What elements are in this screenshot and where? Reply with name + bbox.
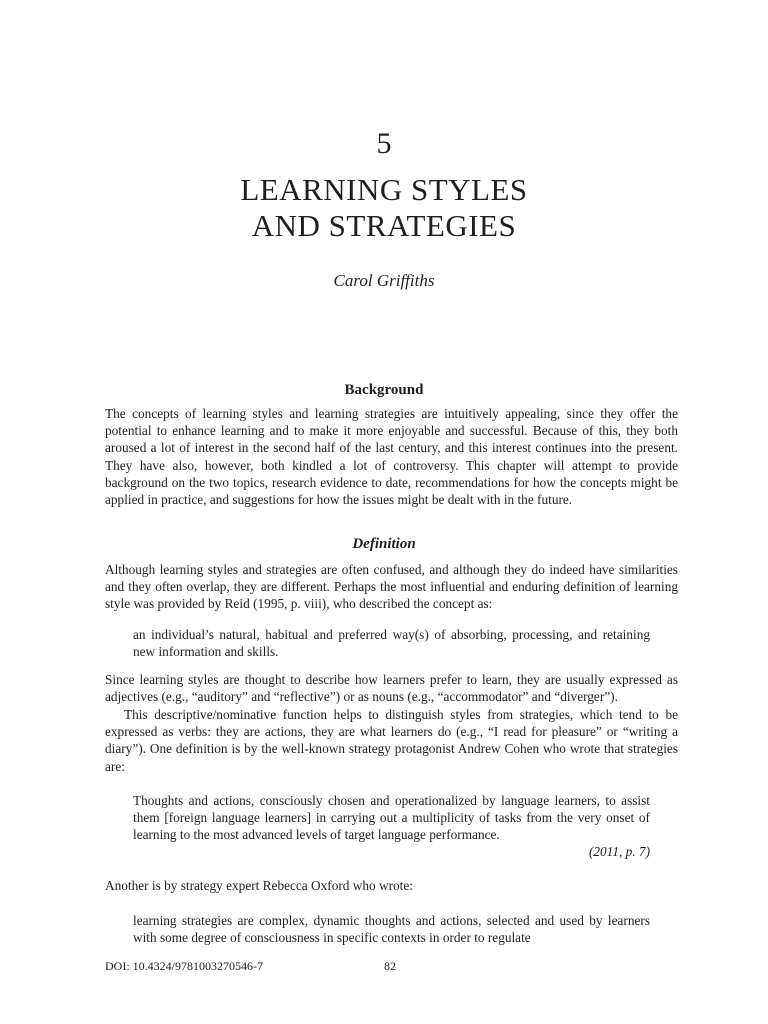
chapter-title-line-2: AND STRATEGIES bbox=[251, 208, 517, 243]
background-paragraph: The concepts of learning styles and learning strategies are intuitively appealing, since they offer the potential to enhance learning and to make it more enjoyable and successful. Because of this, they both aroused a lot of interest in the second half of the last century, and this interest continues into the present. They have also, however, both kindled a lot of controversy. This chapter will attempt to provide background on the two topics, research evidence to date, recommendations for how the concepts might be applied in practice, and suggestions for how the issues might be dealt with in the future. bbox=[105, 406, 678, 508]
oxford-quote: learning strategies are complex, dynamic thoughts and actions, selected and used by learners with some degree of consciousness in specific contexts in order to regulate bbox=[133, 913, 650, 946]
chapter-title-line-1: LEARNING STYLES bbox=[240, 172, 528, 207]
definition-paragraph: Although learning styles and strategies are often confused, and although they do indeed have similarities and they often overlap, they are different. Perhaps the most influential and enduring definition of learning style was provided by Reid (1995, p. viii), who described the concept as: bbox=[105, 562, 678, 612]
author-name: Carol Griffiths bbox=[333, 271, 435, 290]
page-number: 82 bbox=[384, 959, 396, 973]
cohen-citation: (2011, p. 7) bbox=[588, 844, 650, 859]
cohen-quote: Thoughts and actions, consciously chosen and operationalized by language learners, to assist them [foreign language learners] in carrying out a multiplicity of tasks from the very onset of learning to the most advanced levels of target language performance. bbox=[133, 793, 650, 843]
footer-doi: DOI: 10.4324/9781003270546-7 bbox=[105, 959, 263, 973]
oxford-intro: Another is by strategy expert Rebecca Oxford who wrote: bbox=[105, 878, 413, 893]
function-paragraph: This descriptive/nominative function helps to distinguish styles from strategies, which tend to be expressed as verbs: they are actions, they are what learners do (e.g., “I read for pleasure” or “writing a diary”). One definition is by the well-known strategy protagonist Andrew Cohen who wrote that strategies are: bbox=[105, 707, 678, 774]
styles-paragraph: Since learning styles are thought to describe how learners prefer to learn, they are usually expressed as adjectives (e.g., “auditory” and “reflective”) or as nouns (e.g., “accommodator” and “diverger”). bbox=[105, 672, 678, 705]
chapter-title bbox=[0, 172, 768, 244]
chapter-number: 5 bbox=[376, 127, 392, 160]
background-heading: Background bbox=[344, 382, 424, 398]
definition-heading: Definition bbox=[352, 536, 416, 552]
reid-quote: an individual’s natural, habitual and preferred way(s) of absorbing, processing, and retaining new information and skills. bbox=[133, 627, 650, 660]
